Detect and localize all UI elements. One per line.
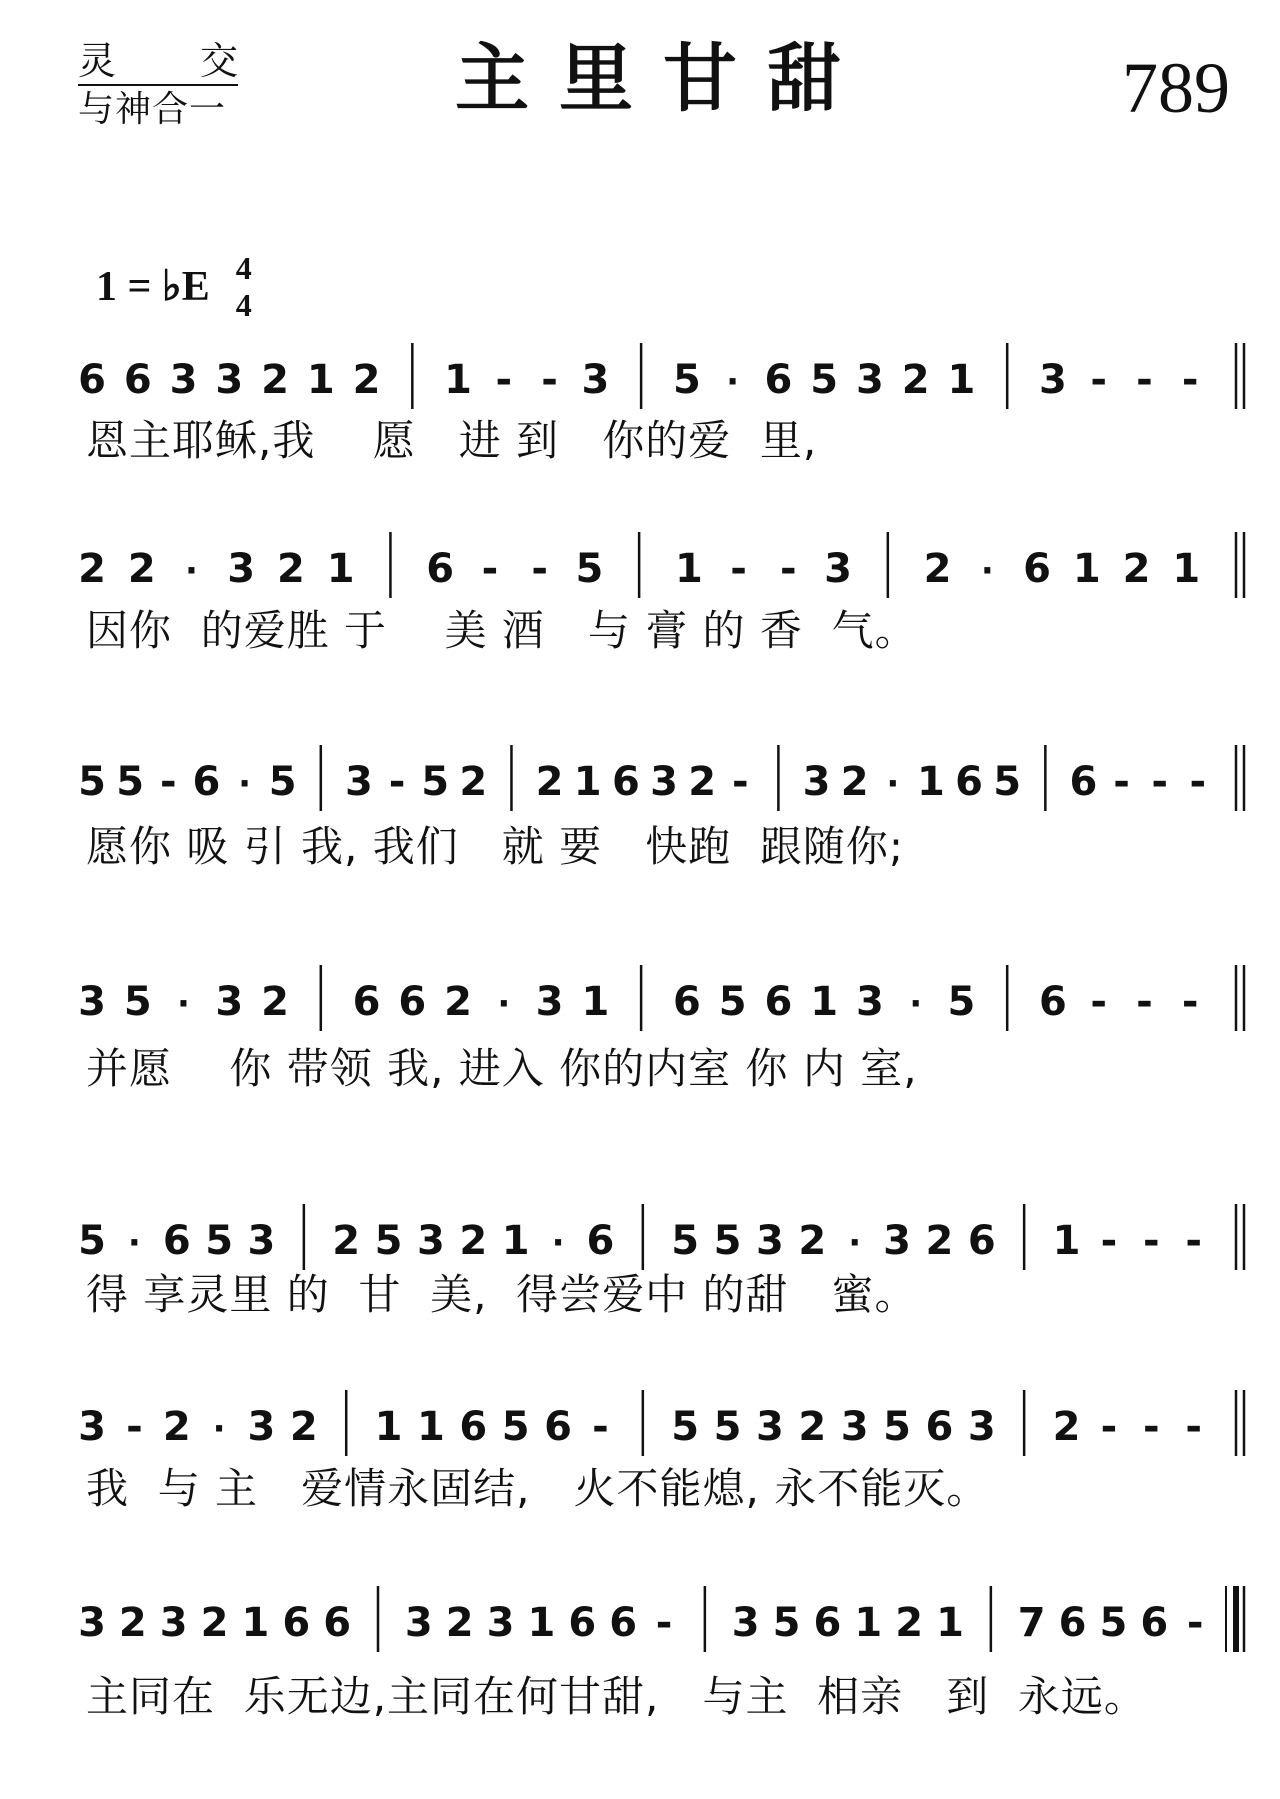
note-dash: - [780,546,797,592]
note-dash: - [495,357,513,403]
note-digit: 3 [417,1218,445,1264]
note-digit: 3 [967,1404,996,1450]
note-digit: 3 [883,1218,911,1264]
note-dash: - [1136,979,1153,1025]
subcategory-label: 与神合一 [78,89,227,130]
note-digit: 3 [855,979,884,1025]
note-dash: - [1100,1218,1118,1264]
note-dash: - [730,546,747,592]
lyric-line: 我 与 主 爱情永固结, 火不能熄, 永不能灭。 [86,1464,990,1513]
note-dash: - [1090,979,1108,1025]
note-digit: 6 [568,1600,597,1646]
note-digit: 3 [78,1404,106,1450]
lyric-line: 得 享灵里 的 甘 美, 得尝爱中 的甜 蜜。 [86,1270,918,1319]
note-digit: 6 [609,1600,638,1646]
note-digit: 1 [917,759,945,805]
note-digit: 1 [417,1404,445,1450]
note-digit: 2 [118,1600,147,1646]
dot-mark: · [726,362,740,402]
note-digit: 2 [840,759,869,805]
note-digit: 3 [215,357,244,403]
note-dash: - [1185,1218,1202,1264]
note-digit: 2 [1122,546,1151,592]
note-digit: 6 [1140,1600,1169,1646]
note-digit: 5 [713,1218,742,1264]
note-digit: 6 [925,1404,954,1450]
note-digit: 7 [1017,1600,1046,1646]
note-digit: 1 [573,759,602,805]
note-digit: 6 [162,1218,191,1264]
note-digit: 1 [374,1404,403,1450]
note-digit: 6 [192,759,221,805]
hymn-title: 主里甘甜 [455,36,871,122]
note-dash: - [1113,759,1130,805]
note-dash: - [159,759,177,805]
note-digit: 6 [123,357,152,403]
time-top: 4 [235,250,252,286]
note-dash: - [1181,357,1199,403]
note-digit: 6 [459,1404,488,1450]
note-digit: 2 [445,1600,474,1646]
note-dash: - [731,759,749,805]
note-digit: 1 [854,1600,883,1646]
category-right: 交 [199,39,238,83]
note-dash: - [481,546,499,592]
dot-mark: · [127,1223,141,1263]
note-digit: 6 [1069,759,1098,805]
note-digit: 2 [127,546,156,592]
note-digit: 3 [247,1218,276,1264]
note-digit: 2 [261,357,289,403]
note-dash: - [1142,1404,1160,1450]
note-digit: 3 [227,546,256,592]
note-digit: 6 [967,1218,996,1264]
note-digit: 1 [527,1600,556,1646]
note-digit: 6 [1023,546,1051,592]
note-digit: 2 [901,357,930,403]
note-digit: 5 [1099,1600,1128,1646]
note-digit: 2 [459,759,488,805]
note-digit: 2 [444,979,473,1025]
note-digit: 6 [586,1218,615,1264]
note-digit: 5 [671,1218,700,1264]
note-digit: 2 [798,1404,827,1450]
note-digit: 6 [426,546,455,592]
note-digit: 3 [581,357,610,403]
dot-mark: · [848,1223,862,1263]
note-digit: 1 [810,979,839,1025]
note-digit: 5 [116,759,145,805]
note-dash: - [1090,357,1108,403]
note-digit: 6 [764,357,793,403]
note-dash: - [541,357,558,403]
note-digit: 5 [947,979,976,1025]
note-digit: 5 [78,1218,106,1264]
note-digit: 3 [345,759,373,805]
lyric-line: 因你 的爱胜 于 美 酒 与 膏 的 香 气。 [86,606,918,655]
note-digit: 3 [824,546,853,592]
note-dash: - [1100,1404,1118,1450]
dot-mark: · [551,1223,565,1263]
note-digit: 1 [1172,546,1201,592]
note-digit: 5 [671,1404,700,1450]
note-digit: 6 [764,979,793,1025]
note-digit: 3 [731,1600,760,1646]
note-digit: 5 [713,1404,742,1450]
note-digit: 3 [78,979,106,1025]
hymn-number: 789 [1122,48,1230,128]
note-digit: 5 [810,357,839,403]
note-digit: 2 [78,546,106,592]
dot-mark: · [238,764,251,804]
note-dash: - [655,1600,673,1646]
note-digit: 2 [277,546,305,592]
note-digit: 6 [78,357,106,403]
note-digit: 2 [895,1600,924,1646]
note-digit: 1 [1072,546,1101,592]
note-digit: 5 [501,1404,530,1450]
note-digit: 3 [840,1404,869,1450]
note-digit: 3 [756,1404,784,1450]
note-digit: 2 [1052,1404,1081,1450]
note-digit: 3 [535,979,564,1025]
note-digit: 6 [955,759,983,805]
note-digit: 6 [1058,1600,1087,1646]
note-digit: 1 [947,357,976,403]
note-digit: 5 [993,759,1022,805]
dot-mark: · [185,551,198,591]
time-bottom: 4 [235,286,252,323]
note-dash: - [531,546,548,592]
note-digit: 1 [306,357,335,403]
note-digit: 2 [289,1404,318,1450]
note-digit: 5 [883,1404,911,1450]
note-digit: 6 [544,1404,572,1450]
note-digit: 5 [78,759,106,805]
key-label: 1 = ♭E [96,263,210,310]
note-digit: 3 [486,1600,515,1646]
dot-mark: · [980,551,994,591]
note-digit: 5 [268,759,297,805]
note-digit: 5 [421,759,450,805]
note-digit: 2 [261,979,289,1025]
dot-mark: · [177,984,190,1024]
lyric-line: 主同在 乐无边,主同在何甘甜, 与主 相亲 到 永远。 [86,1672,1147,1721]
note-digit: 6 [323,1600,352,1646]
note-digit: 1 [581,979,610,1025]
note-digit: 5 [575,546,604,592]
note-digit: 1 [444,357,473,403]
category-left: 灵 [78,39,117,83]
note-dash: - [1189,759,1207,805]
note-digit: 3 [169,357,198,403]
note-digit: 2 [459,1218,488,1264]
note-digit: 6 [672,979,701,1025]
note-digit: 6 [398,979,427,1025]
note-digit: 2 [535,759,564,805]
note-dash: - [1151,759,1169,805]
note-dash: - [126,1404,143,1450]
note-digit: 2 [688,759,717,805]
note-digit: 3 [802,759,831,805]
note-digit: 3 [855,357,884,403]
note-dash: - [592,1404,609,1450]
note-dash: - [388,759,406,805]
note-digit: 5 [772,1600,801,1646]
note-digit: 2 [798,1218,827,1264]
note-digit: 5 [718,979,747,1025]
note-digit: 1 [1052,1218,1081,1264]
lyric-line: 愿你 吸 引 我, 我们 就 要 快跑 跟随你; [86,822,905,871]
note-digit: 6 [813,1600,842,1646]
note-digit: 2 [923,546,952,592]
note-digit: 3 [159,1600,188,1646]
note-dash: - [1142,1218,1160,1264]
note-digit: 5 [205,1218,234,1264]
note-digit: 3 [756,1218,784,1264]
note-digit: 2 [352,357,381,403]
note-digit: 3 [1039,357,1067,403]
dot-mark: · [212,1409,226,1449]
note-digit: 2 [162,1404,191,1450]
note-digit: 1 [501,1218,530,1264]
note-digit: 5 [374,1218,403,1264]
note-digit: 6 [352,979,381,1025]
note-digit: 3 [215,979,244,1025]
note-digit: 3 [78,1600,106,1646]
note-digit: 6 [611,759,640,805]
note-dash: - [1186,1600,1204,1646]
note-digit: 2 [332,1218,361,1264]
note-digit: 5 [123,979,152,1025]
note-digit: 1 [936,1600,964,1646]
note-digit: 6 [1039,979,1067,1025]
dot-mark: · [909,984,923,1024]
lyric-line: 恩主耶稣,我 愿 进 到 你的爱 里, [86,416,818,465]
note-digit: 2 [925,1218,954,1264]
note-digit: 5 [672,357,701,403]
note-dash: - [1185,1404,1202,1450]
note-digit: 6 [282,1600,311,1646]
note-dash: - [1136,357,1153,403]
note-digit: 3 [650,759,678,805]
note-digit: 1 [326,546,355,592]
dot-mark: · [497,984,511,1024]
note-dash: - [1181,979,1199,1025]
lyric-line: 并愿 你 带领 我, 进入 你的内室 你 内 室, [86,1044,918,1093]
note-digit: 1 [241,1600,270,1646]
note-digit: 2 [200,1600,229,1646]
note-digit: 3 [404,1600,433,1646]
dot-mark: · [886,764,900,804]
note-digit: 1 [674,546,703,592]
note-digit: 3 [247,1404,276,1450]
